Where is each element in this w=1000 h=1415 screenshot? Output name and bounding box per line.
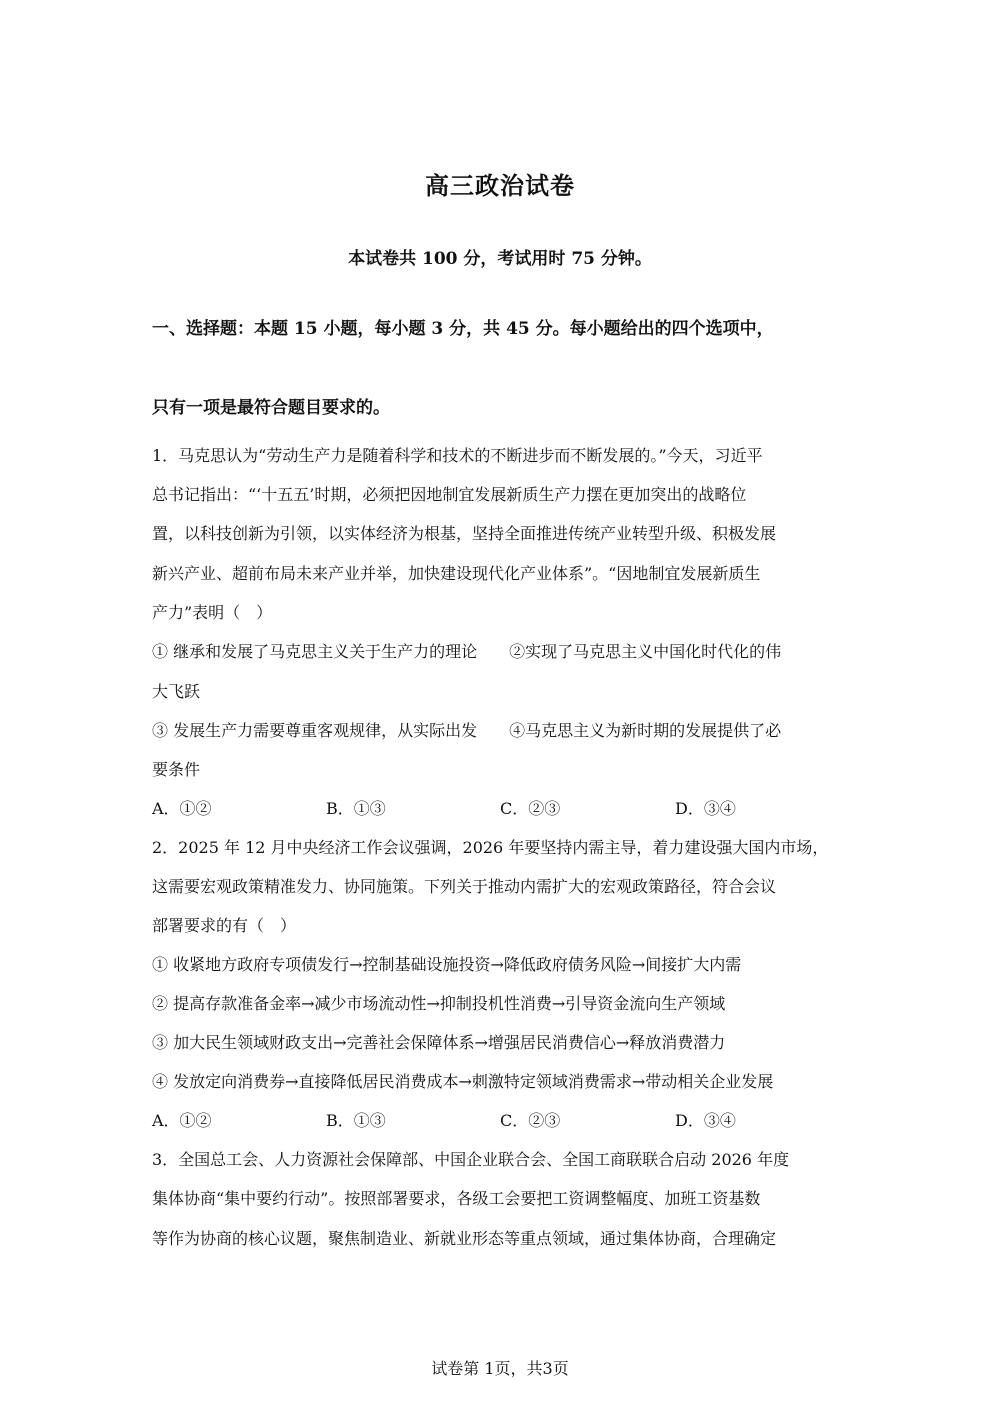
page-footer: 试卷第 1页，共3页 xyxy=(431,1359,569,1378)
q2-line: ② 提高存款准备金率→减少市场流动性→抑制投机性消费→引导资金流向生产领域 xyxy=(152,994,726,1013)
q1-option-d: D．③④ xyxy=(675,799,736,818)
exam-info: 本试卷共 100 分，考试用时 75 分钟。 xyxy=(348,249,652,269)
q2-line: 部署要求的有（ ） xyxy=(152,916,297,935)
q1-line: 新兴产业、超前布局未来产业并举，加快建设现代化产业体系”。“因地制宜发展新质生 xyxy=(152,564,761,583)
q2-option-d: D．③④ xyxy=(675,1111,736,1130)
q3-line: 等作为协商的核心议题，聚焦制造业、新就业形态等重点领域，通过集体协商，合理确定 xyxy=(152,1229,777,1248)
q2-line: 2．2025 年 12 月中央经济工作会议强调，2026 年要坚持内需主导，着力建设强大国内市场， xyxy=(152,838,829,857)
q1-option-a: A．①② xyxy=(152,799,212,818)
q1-line: 产力”表明（ ） xyxy=(152,603,273,622)
page-title: 高三政治试卷 xyxy=(425,171,575,200)
q2-line: ① 收紧地方政府专项债发行→控制基础设施投资→降低政府债务风险→间接扩大内需 xyxy=(152,955,742,974)
q1-line: 要条件 xyxy=(152,760,201,779)
q3-line: 集体协商“集中要约行动”。按照部署要求，各级工会要把工资调整幅度、加班工资基数 xyxy=(152,1189,761,1208)
q1-option-c: C．②③ xyxy=(500,799,561,818)
q1-line: ③ 发展生产力需要尊重客观规律，从实际出发 ④马克思主义为新时期的发展提供了必 xyxy=(152,721,782,740)
q3-line: 3．全国总工会、人力资源社会保障部、中国企业联合会、全国工商联联合启动 2026 年度 xyxy=(152,1150,790,1169)
q2-option-a: A．①② xyxy=(152,1111,212,1130)
q2-line: 这需要宏观政策精准发力、协同施策。下列关于推动内需扩大的宏观政策路径，符合会议 xyxy=(152,877,777,896)
q2-option-b: B．①③ xyxy=(326,1111,386,1130)
q1-line: 大飞跃 xyxy=(152,682,201,701)
q1-line: 1．马克思认为“劳动生产力是随着科学和技术的不断进步而不断发展的。”今天，习近平 xyxy=(152,446,763,465)
q2-line: ④ 发放定向消费券→直接降低居民消费成本→刺激特定领域消费需求→带动相关企业发展 xyxy=(152,1072,774,1091)
section-heading-line-1: 一、选择题：本题 15 小题，每小题 3 分，共 45 分。每小题给出的四个选项中， xyxy=(152,319,774,339)
q2-line: ③ 加大民生领域财政支出→完善社会保障体系→增强居民消费信心→释放消费潜力 xyxy=(152,1033,726,1052)
q1-option-b: B．①③ xyxy=(326,799,386,818)
q1-line: 总书记指出：“‘十五五’时期，必须把因地制宜发展新质生产力摆在更加突出的战略位 xyxy=(152,485,747,504)
q2-option-c: C．②③ xyxy=(500,1111,561,1130)
section-heading-line-2: 只有一项是最符合题目要求的。 xyxy=(152,398,390,418)
q1-line: 置，以科技创新为引领，以实体经济为根基，坚持全面推进传统产业转型升级、积极发展 xyxy=(152,524,777,543)
q1-line: ① 继承和发展了马克思主义关于生产力的理论 ②实现了马克思主义中国化时代化的伟 xyxy=(152,642,782,661)
